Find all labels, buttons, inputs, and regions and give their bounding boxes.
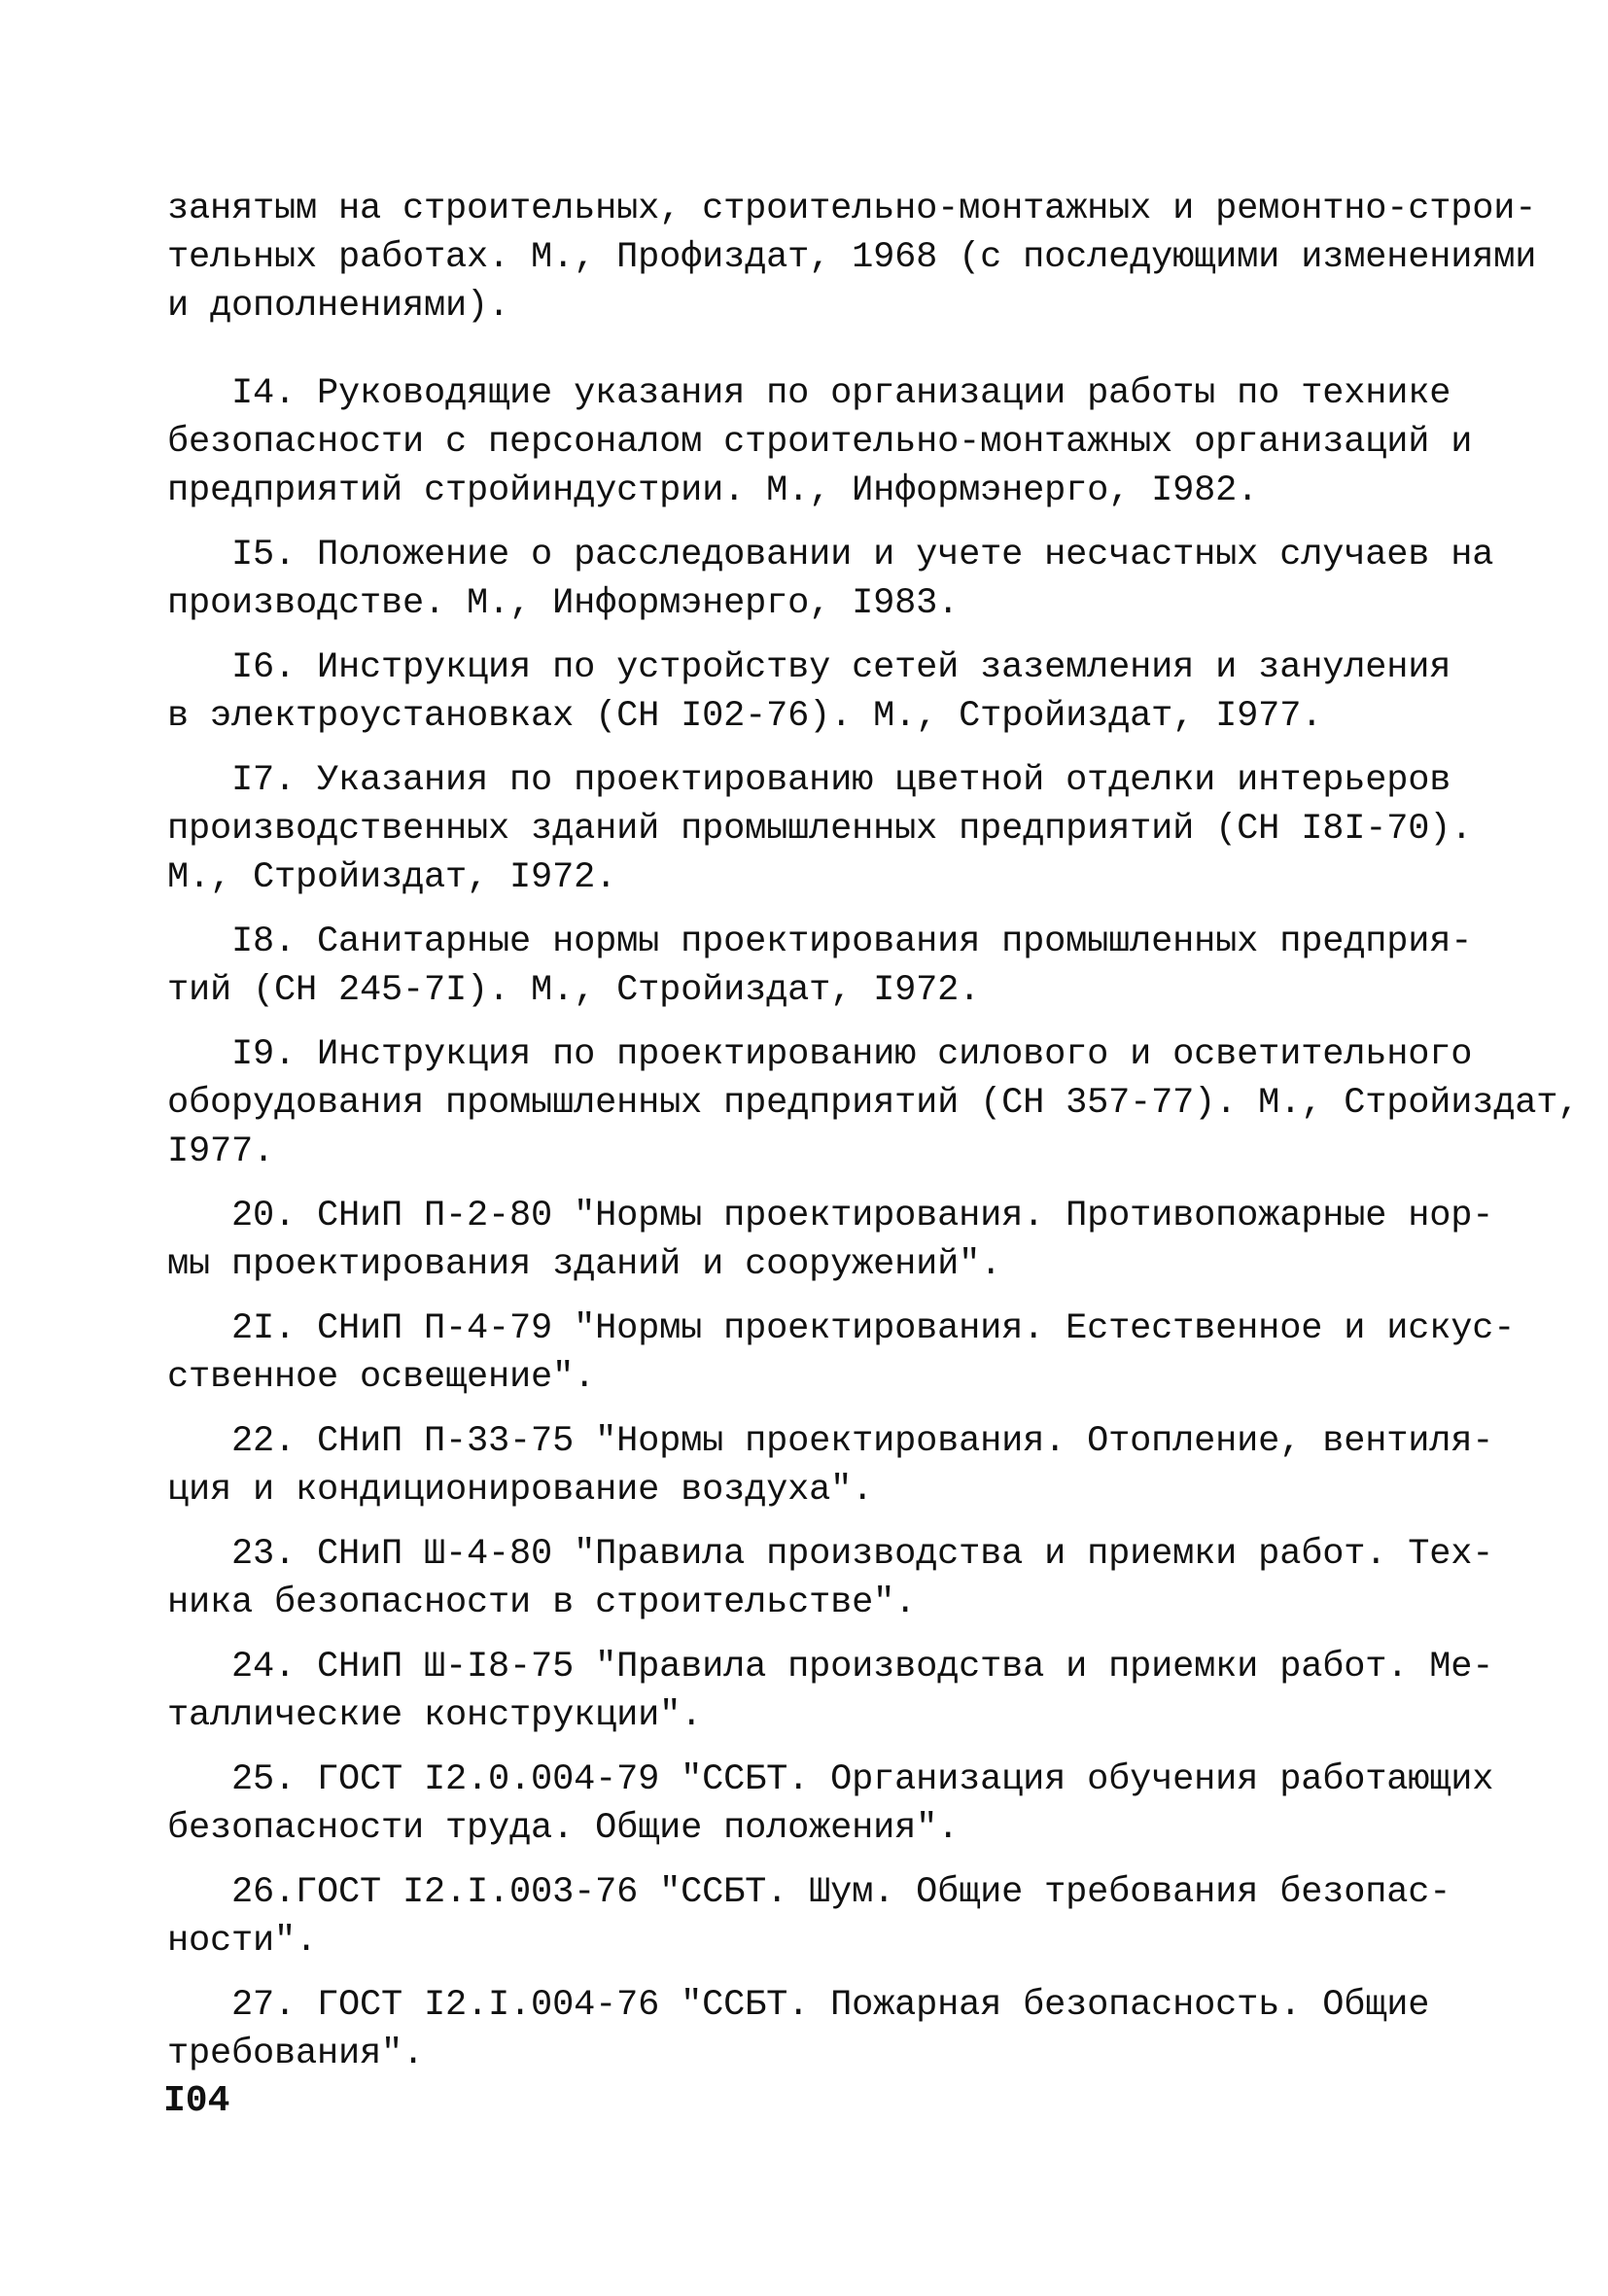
text-line: ция и кондиционирование воздуха". <box>167 1470 874 1511</box>
bibliography-entry-21 <box>167 1305 1516 1402</box>
bibliography-entry-23 <box>167 1530 1494 1627</box>
text-line: мы проектирования зданий и сооружений". <box>167 1244 1002 1285</box>
bibliography-entry-24 <box>167 1643 1494 1740</box>
text-line: ности". <box>167 1921 318 1962</box>
bibliography-entry-19 <box>167 1030 1580 1176</box>
text-line: I5. Положение о расследовании и учете несчастных случаев на <box>167 535 1494 575</box>
text-line: I6. Инструкция по устройству сетей заземления и зануления <box>167 647 1451 688</box>
text-line: производственных зданий промышленных предприятий (СН I8I-70). <box>167 809 1473 850</box>
bibliography-entry-17 <box>167 756 1473 902</box>
bibliography-entry-continuation <box>167 185 1537 330</box>
text-line: тий (СН 245-7I). М., Стройиздат, I972. <box>167 970 981 1011</box>
page-number: I04 <box>163 2080 230 2122</box>
bibliography-entry-15 <box>167 531 1494 628</box>
text-line: I4. Руководящие указания по организации работы по технике <box>167 373 1451 414</box>
text-line: 26.ГОСТ I2.I.003-76 "ССБТ. Шум. Общие требования безопас- <box>167 1872 1451 1913</box>
text-line: оборудования промышленных предприятий (СН 357-77). М., Стройиздат, <box>167 1083 1580 1124</box>
bibliography-list <box>167 185 1580 2078</box>
bibliography-entry-25 <box>167 1756 1494 1853</box>
text-line: I977. <box>167 1131 275 1172</box>
text-line: предприятий стройиндустрии. М., Информэнерго, I982. <box>167 470 1259 511</box>
text-line: 20. СНиП П-2-80 "Нормы проектирования. Противопожарные нор- <box>167 1196 1494 1236</box>
text-line: безопасности труда. Общие положения". <box>167 1808 960 1849</box>
text-line: занятым на строительных, строительно-монтажных и ремонтно-строи- <box>167 189 1537 229</box>
text-line: 2I. СНиП П-4-79 "Нормы проектирования. Естественное и искус- <box>167 1308 1516 1349</box>
text-line: требования". <box>167 2034 425 2074</box>
text-line: безопасности с персоналом строительно-монтажных организаций и <box>167 422 1473 463</box>
bibliography-entry-18 <box>167 918 1473 1015</box>
text-line: таллические конструкции". <box>167 1695 703 1736</box>
text-line: 22. СНиП П-33-75 "Нормы проектирования. Отопление, вентиля- <box>167 1421 1494 1462</box>
text-line: в электроустановках (СН I02-76). М., Стройиздат, I977. <box>167 696 1323 737</box>
text-line: I9. Инструкция по проектированию силового и осветительного <box>167 1034 1473 1075</box>
bibliography-entry-22 <box>167 1417 1494 1514</box>
bibliography-entry-14 <box>167 369 1473 515</box>
text-line: М., Стройиздат, I972. <box>167 857 617 898</box>
bibliography-entry-16 <box>167 644 1470 741</box>
bibliography-entry-27 <box>167 1981 1470 2078</box>
text-line: 25. ГОСТ I2.0.004-79 "ССБТ. Организация обучения работающих <box>167 1759 1494 1800</box>
text-line: ника безопасности в строительстве". <box>167 1583 917 1623</box>
bibliography-entry-26 <box>167 1868 1470 1966</box>
text-line: 23. СНиП Ш-4-80 "Правила производства и приемки работ. Тех- <box>167 1534 1494 1575</box>
text-line: производстве. М., Информэнерго, I983. <box>167 583 960 624</box>
text-line: 27. ГОСТ I2.I.004-76 "ССБТ. Пожарная безопасность. Общие <box>167 1985 1430 2026</box>
text-line: и дополнениями). <box>167 286 510 327</box>
text-line: тельных работах. М., Профиздат, 1968 (с последующими изменениями <box>167 237 1537 278</box>
text-line: I8. Санитарные нормы проектирования промышленных предприя- <box>167 922 1473 962</box>
text-line: I7. Указания по проектированию цветной отделки интерьеров <box>167 760 1451 801</box>
text-line: ственное освещение". <box>167 1357 596 1398</box>
text-line: 24. СНиП Ш-I8-75 "Правила производства и приемки работ. Ме- <box>167 1647 1494 1687</box>
bibliography-entry-20 <box>167 1192 1494 1289</box>
